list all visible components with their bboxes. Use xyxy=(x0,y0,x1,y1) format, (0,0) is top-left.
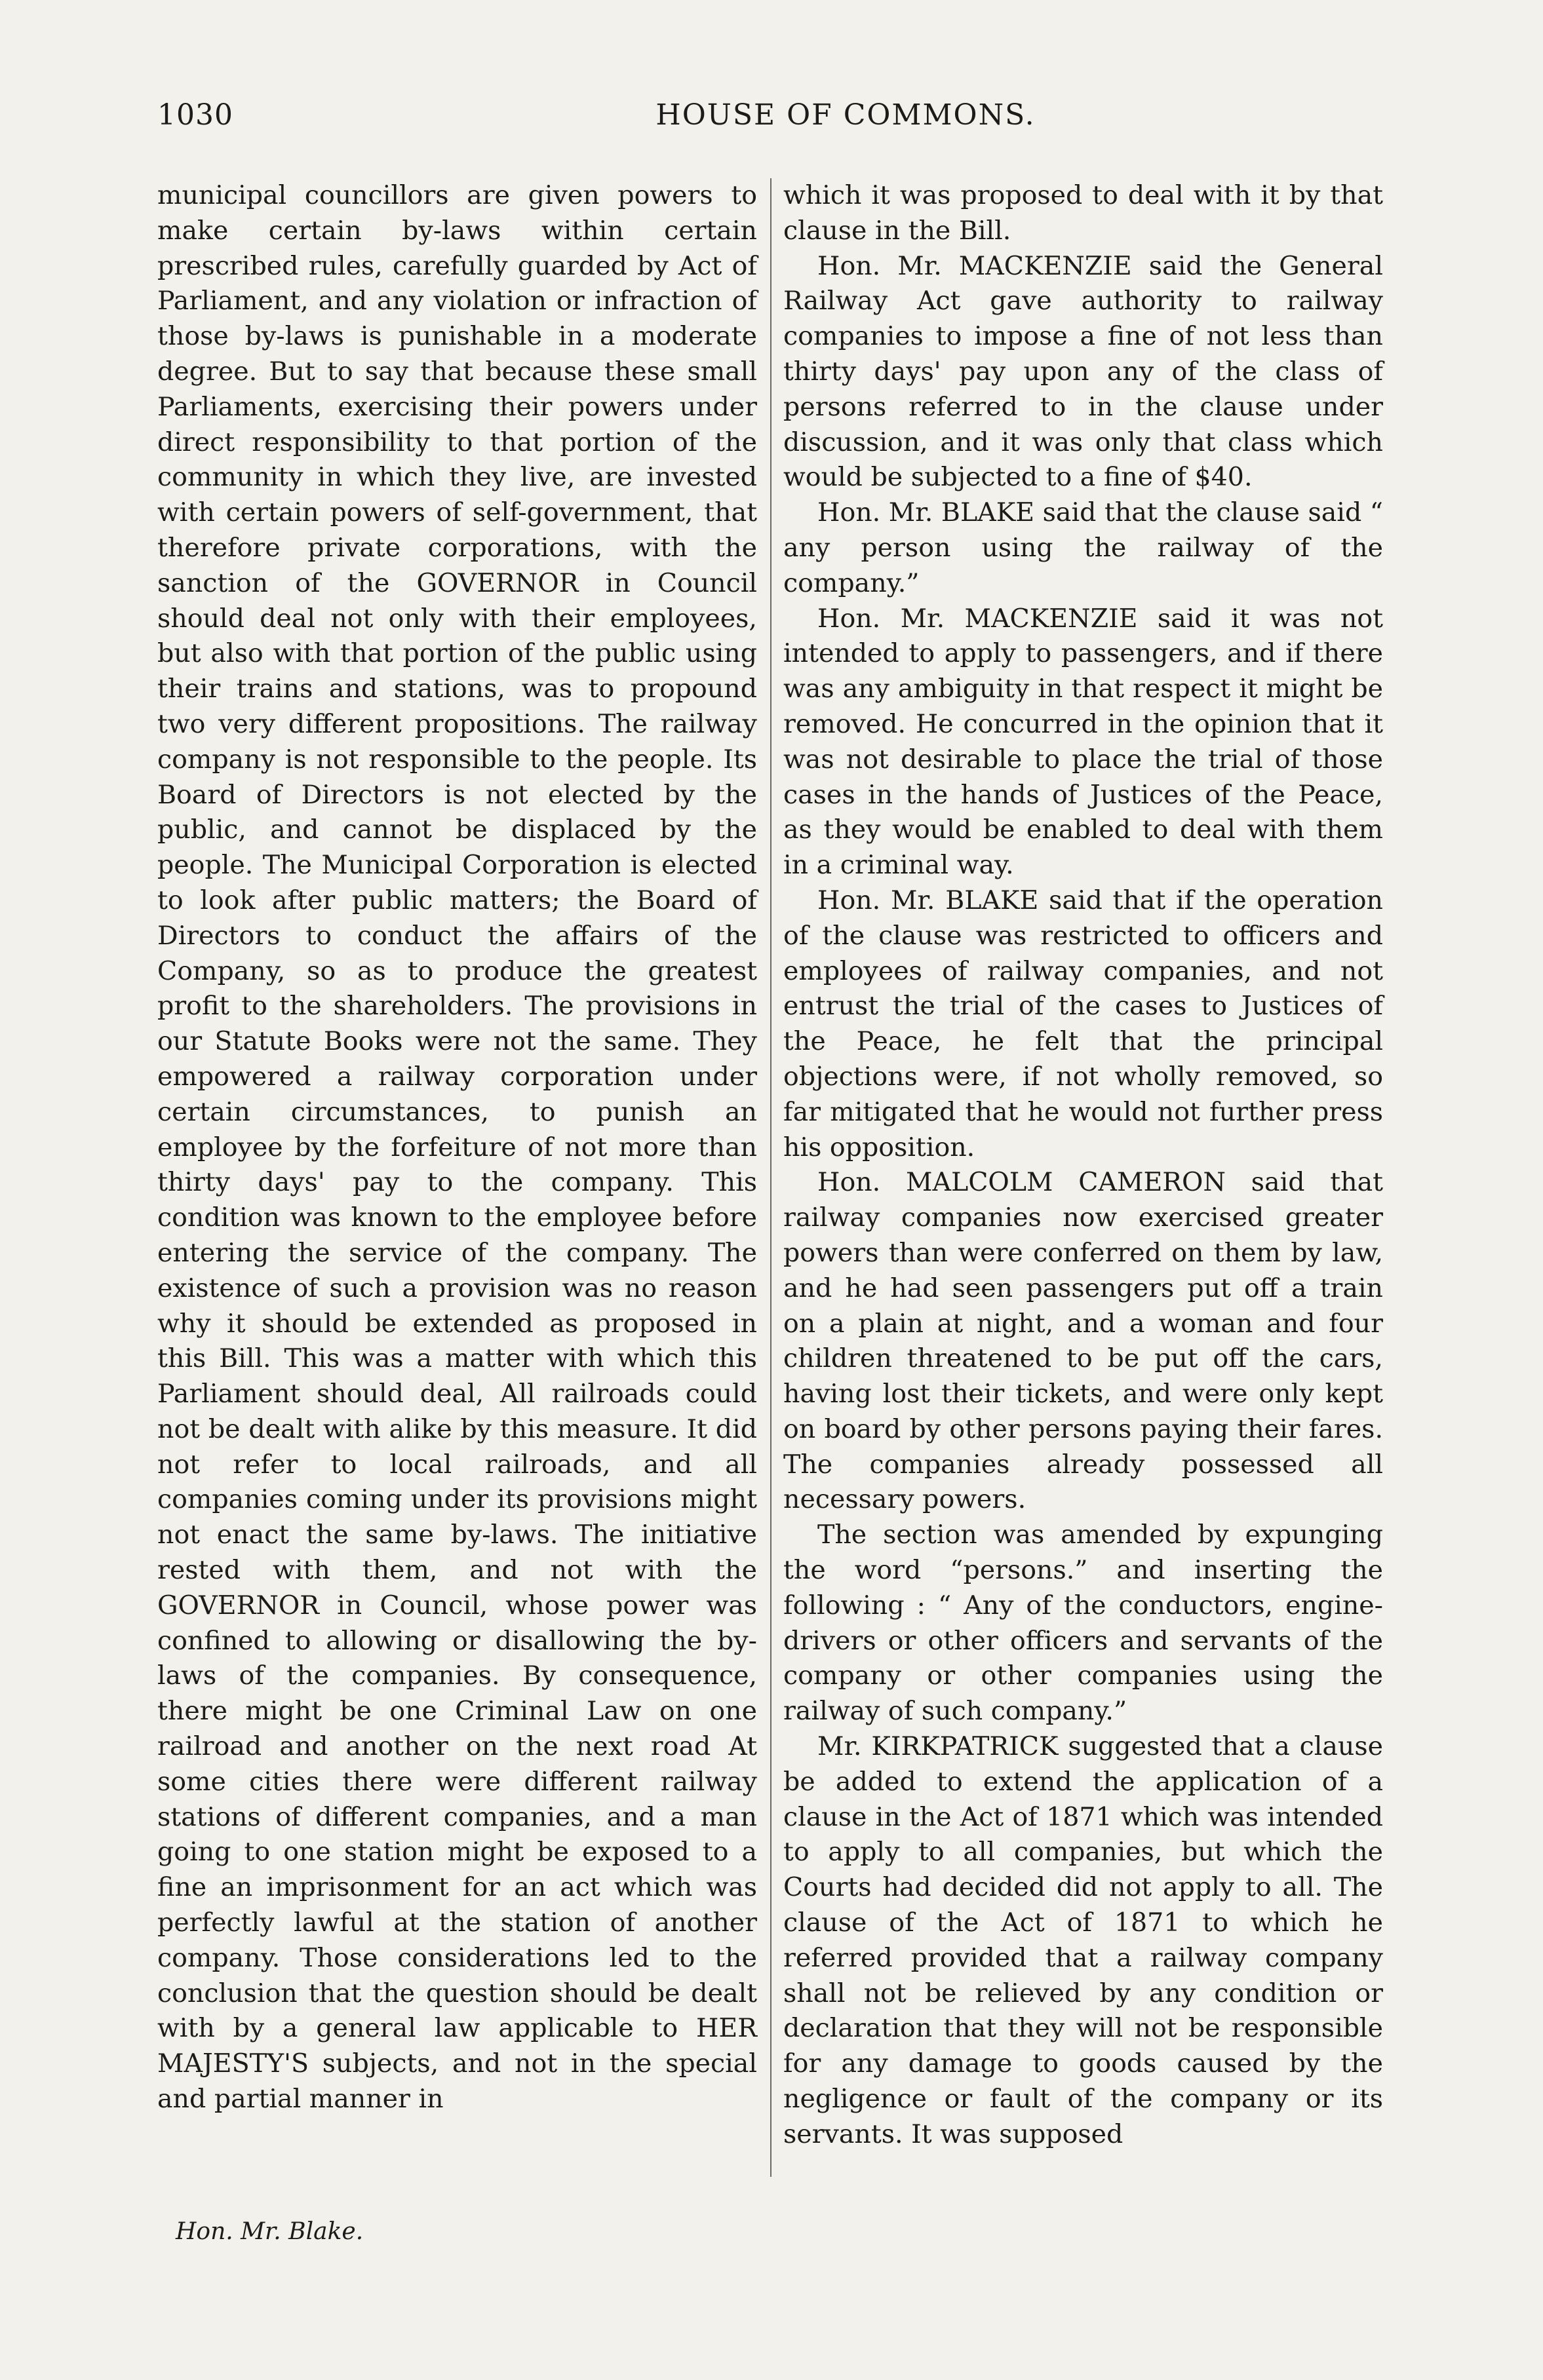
left-column xyxy=(157,178,757,2117)
page-header xyxy=(157,98,1403,151)
right-column xyxy=(783,178,1383,2153)
right-paragraph-5: Hon. Mr. BLAKE said that if the operation of the clause was restricted to officers and employees of railway companies, and not entrust the trial of the cases to Justices of the Peace, he felt that the principal objections were, if not wholly removed, so far mitigated that he would not further press his opposition. xyxy=(783,885,1383,1162)
right-paragraph-4: Hon. Mr. MACKENZIE said it was not intended to apply to passengers, and if there was any ambiguity in that respect it might be removed. He concurred in the opinion that it was not desirable to place the trial of those cases in the hands of Justices of the Peace, as they would be enabled to deal with them in a criminal way. xyxy=(783,603,1383,881)
left-paragraph-1: municipal councillors are given powers to make certain by-laws within certain prescribed rules, carefully guarded by Act of Parliament, and any violation or infraction of those by-laws is punishable in a moderate degree. But to say that because these small Parliaments, exercising their powers under direct responsibility to that portion of the community in which they live, are invested with certain powers of self-government, that therefore private corporations, with the sanction of the GOVERNOR in Council should deal not only with their employees, but also with that portion of the public using their trains and stations, was to propound two very different propositions. The railway company is not responsible to the people. Its Board of Directors is not elected by the public, and cannot be displaced by the people. The Municipal Corporation is elected to look after public matters; the Board of Directors to conduct the affairs of the Company, so as to produce the greatest profit to the shareholders. The provisions in our Statute Books were not the same. They empowered a railway corporation under certain circumstances, to punish an employee by the forfeiture of not more than thirty days' pay to the company. This condition was known to the employee before entering the service of the company. The existence of such a provision was no reason why it should be extended as proposed in this Bill. This was a matter with which this Parliament should deal, All railroads could not be dealt with alike by this measure. It did not refer to local railroads, and all companies coming under its provisions might not enact the same by-laws. The initiative rested with them, and not with the GOVERNOR in Council, whose power was confined to allowing or disallowing the by-laws of the companies. By consequence, there might be one Criminal Law on one railroad and another on the next road At some cities there were different railway stations of different companies, and a man going to one station might be exposed to a fine an imprisonment for an act which was perfectly lawful at the station of another company. Those considerations led to the conclusion that the question should be dealt with by a general law applicable to HER MAJESTY'S subjects, and not in the special and partial manner in xyxy=(157,180,757,2115)
right-paragraph-3: Hon. Mr. BLAKE said that the clause said “ any person using the railway of the company.” xyxy=(783,497,1383,598)
right-paragraph-1: which it was proposed to deal with it by that clause in the Bill. xyxy=(783,180,1383,246)
right-paragraph-2: Hon. Mr. MACKENZIE said the General Railway Act gave authority to railway companies to impose a fine of not less than thirty days' pay upon any of the class of persons referred to in the clause under discussion, and it was only that class which would be subjected to a fine of $40. xyxy=(783,250,1383,493)
column-divider xyxy=(770,178,772,2177)
right-paragraph-7: The section was amended by expunging the word “persons.” and inserting the following : “ Any of the conductors, engine-drivers or other officers and servants of the company or other companies using the railway of such company.” xyxy=(783,1520,1383,1727)
right-paragraph-6: Hon. MALCOLM CAMERON said that railway companies now exercised greater powers than were conferred on them by law, and he had seen passengers put off a train on a plain at night, and a woman and four children threatened to be put off the cars, having lost their tickets, and were only kept on board by other persons paying their fares. The companies already possessed all necessary powers. xyxy=(783,1167,1383,1515)
page-number: 1030 xyxy=(157,98,233,132)
footer-speaker-note: Hon. Mr. Blake. xyxy=(176,2218,364,2245)
right-paragraph-8: Mr. KIRKPATRICK suggested that a clause be added to extend the application of a clause in the Act of 1871 which was intended to apply to all companies, but which the Courts had decided did not apply to all. The clause of the Act of 1871 to which he referred provided that a railway company shall not be relieved by any condition or declaration that they will not be responsible for any damage to goods caused by the negligence or fault of the company or its servants. It was supposed xyxy=(783,1731,1383,2149)
running-title: HOUSE OF COMMONS. xyxy=(655,98,1036,132)
